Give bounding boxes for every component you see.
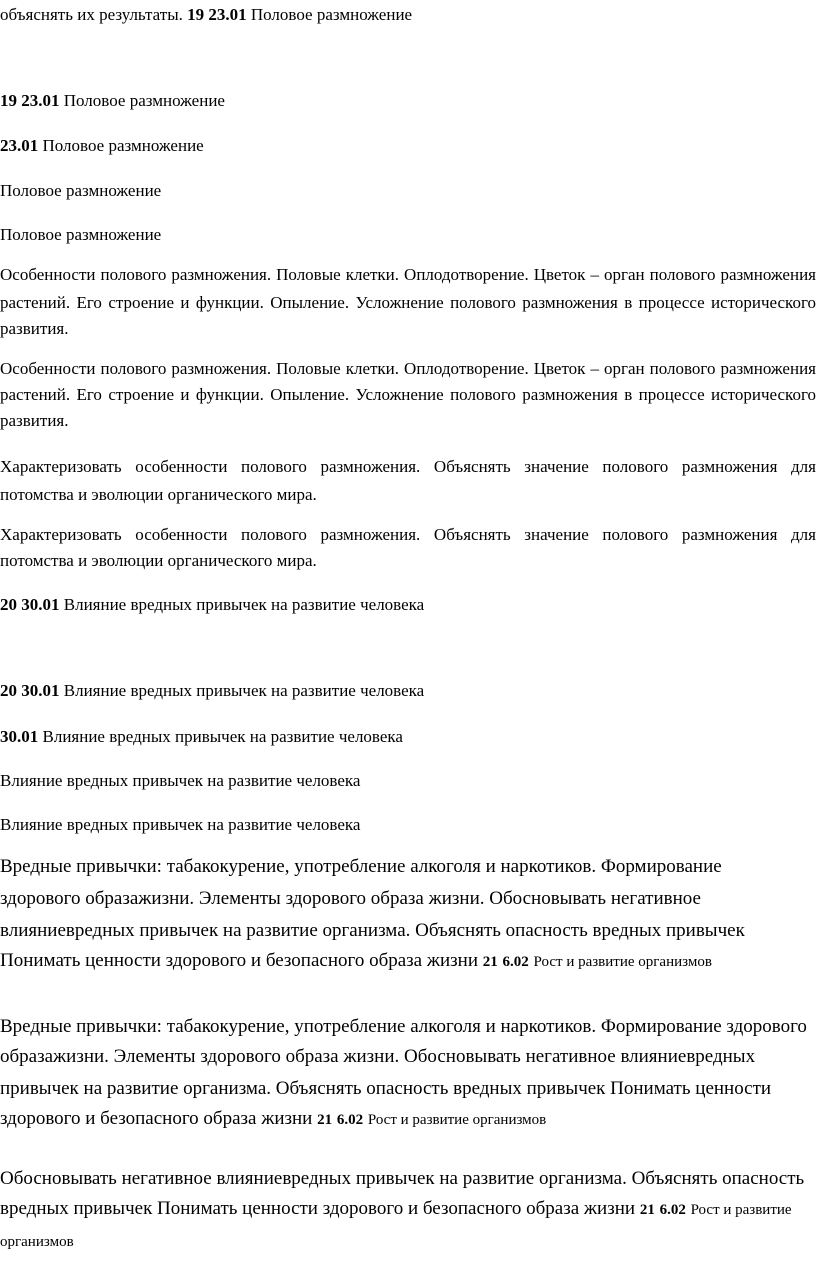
lesson-date: 30.01: [21, 681, 60, 700]
lesson-goals: Обосновывать негативное влияниевредных привычек на развитие организма. Объяснять опасность вредных привычек Понимать ценности здорового и безопасного образа жизни: [0, 1168, 805, 1219]
paragraph-2: [0, 88, 816, 116]
lesson-number: 21: [482, 954, 498, 970]
lesson-goals: Обосновывать негативное влияниевредных привычек на развитие организма. Объяснять опасность вредных привычек Понимать ценности здорового и безопасного образа жизни: [0, 1046, 772, 1129]
lesson-date: 6.02: [502, 954, 529, 970]
lesson-topic: Влияние вредных привычек на развитие человека: [0, 815, 361, 834]
paragraph-8: [0, 454, 816, 508]
lesson-topic: Влияние вредных привычек на развитие человека: [63, 681, 425, 700]
text-results: объяснять их результаты.: [0, 5, 183, 24]
lesson-date: 23.01: [0, 136, 39, 155]
lesson-goals: Обосновывать негативное влияниевредных привычек на развитие организма. Объяснять опасность вредных привычек Понимать ценности здорового и безопасного образа жизни: [0, 888, 745, 971]
lesson-content: Вредные привычки: табакокурение, употребление алкоголя и наркотиков. Формирование здорового образажизни. Элементы здорового образа жизни.: [0, 1016, 807, 1067]
lesson-number: 19: [187, 5, 205, 24]
paragraph-9: [0, 522, 816, 574]
paragraph-12: [0, 724, 816, 752]
lesson-goals: Характеризовать особенности полового размножения. Объяснять значение полового размножения для потомства и эволюции органического мира.: [0, 525, 816, 570]
paragraph-5: [0, 222, 816, 248]
lesson-date: 23.01: [21, 91, 60, 110]
paragraph-11: [0, 678, 816, 706]
lesson-date: 6.02: [336, 1112, 364, 1128]
paragraph-16: [0, 1012, 816, 1136]
paragraph-17: [0, 1164, 806, 1257]
lesson-topic: Влияние вредных привычек на развитие человека: [42, 727, 403, 746]
paragraph-7: [0, 356, 816, 434]
paragraph-1: [0, 2, 816, 30]
lesson-content: Особенности полового размножения. Половые клетки. Оплодотворение. Цветок – орган полового размножения растений. Его строение и функции. Опыление. Усложнение полового размножения в процессе исторического развития.: [0, 359, 816, 430]
lesson-content: Особенности полового размножения. Половые клетки. Оплодотворение. Цветок – орган полового размножения растений. Его строение и функции. Опыление. Усложнение полового размножения в процессе исторического развития.: [0, 265, 816, 338]
paragraph-3: [0, 133, 816, 161]
paragraph-6: [0, 262, 816, 342]
paragraph-4: [0, 178, 816, 206]
lesson-number: 19: [0, 91, 17, 110]
lesson-date: 30.01: [0, 727, 39, 746]
lesson-topic: Рост и развитие организмов: [367, 1112, 547, 1128]
lesson-topic: Половое размножение: [63, 91, 225, 110]
lesson-date: 30.01: [21, 595, 60, 614]
lesson-number: 21: [317, 1112, 333, 1128]
lesson-topic: Половое размножение: [42, 136, 204, 155]
paragraph-13: [0, 768, 816, 796]
lesson-date: 23.01: [208, 5, 247, 24]
lesson-date: 6.02: [659, 1202, 686, 1218]
lesson-topic: Рост и развитие организмов: [533, 954, 712, 970]
lesson-topic: Половое размножение: [0, 181, 162, 200]
paragraph-10: [0, 592, 816, 620]
lesson-topic: Влияние вредных привычек на развитие человека: [63, 595, 425, 614]
lesson-number: 21: [639, 1202, 655, 1218]
lesson-topic: Рост и развитие организмов: [0, 1202, 792, 1250]
paragraph-15: [0, 852, 796, 978]
lesson-number: 20: [0, 681, 17, 700]
lesson-goals: Характеризовать особенности полового размножения. Объяснять значение полового размножения для потомства и эволюции органического мира.: [0, 457, 816, 504]
lesson-topic: Половое размножение: [250, 5, 413, 24]
lesson-number: 20: [0, 595, 17, 614]
lesson-topic: Половое размножение: [0, 225, 162, 244]
paragraph-14: [0, 812, 816, 838]
lesson-content: Вредные привычки: табакокурение, употребление алкоголя и наркотиков. Формирование здорового образажизни. Элементы здорового образа жизни.: [0, 856, 722, 909]
lesson-topic: Влияние вредных привычек на развитие человека: [0, 771, 361, 790]
